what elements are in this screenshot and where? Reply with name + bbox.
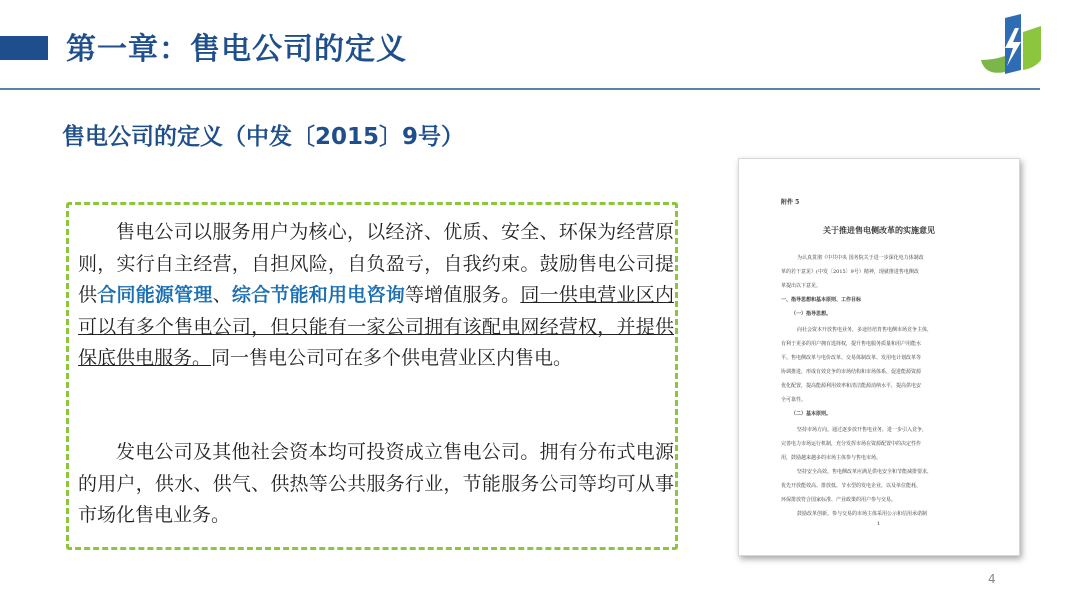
doc-line: 革的若干意见》(中发〔2015〕9号）精神，现就推进售电侧改 bbox=[781, 269, 919, 275]
p1-text-a: 售电公司以服务用户为核心，以经济、优质、安全、环保为经营原则，实行自主经营，自担风险，自负盈亏，自我约束。鼓励售电公司提供 bbox=[78, 221, 674, 306]
doc-page-number: 1 bbox=[877, 521, 881, 527]
doc-line: （一）指导思想。 bbox=[791, 311, 832, 317]
doc-line: 全可靠性。 bbox=[781, 397, 807, 403]
doc-line: 协调推进，形成有效竞争的市场结构和市场体系，促进能源资源 bbox=[781, 369, 922, 375]
p1-separator: 、 bbox=[212, 284, 232, 306]
doc-line: 向社会资本开放售电业务，多途径培育售电侧市场竞争主体， bbox=[797, 327, 933, 333]
doc-line: 有利于更多的用户拥有选择权，提升售电服务质量和用户用能水 bbox=[781, 341, 922, 347]
doc-line: 一、指导思想和基本原则、工作目标 bbox=[781, 297, 862, 303]
definition-paragraph-1 bbox=[78, 217, 674, 375]
doc-line: 坚持安全高效。售电侧改革应满足供电安全和节能减排要求， bbox=[797, 469, 933, 475]
page-title: 第一章：售电公司的定义 bbox=[66, 32, 407, 67]
doc-line: 平。售电侧改革与电价改革、交易体制改革、发用电计划改革等 bbox=[781, 355, 922, 361]
doc-line: 环保排放符合国家标准、产业政策的用户参与交易。 bbox=[781, 497, 897, 503]
doc-line: 优化配置，提高能源利用效率和清洁能源消纳水平，提高供电安 bbox=[781, 383, 922, 389]
company-logo-icon bbox=[975, 10, 1047, 82]
p1-underlined-text: 同一供电营业区内可以有多个售电公司，但只能有一家公司拥有该配电网经营权，并提供保底供电服务。 bbox=[78, 284, 674, 369]
doc-annex-label: 附件 5 bbox=[781, 199, 800, 206]
definition-paragraph-2: 发电公司及其他社会资本均可投资成立售电公司。拥有分布式电源的用户，供水、供气、供热等公共服务行业，节能服务公司等均可从事市场化售电业务。 bbox=[78, 441, 674, 526]
doc-line: 为认真贯彻《中共中央 国务院关于进一步深化电力体制改 bbox=[797, 255, 924, 261]
title-divider bbox=[0, 88, 1040, 90]
doc-line: 完善电力市场运行机制，充分发挥市场在资源配置中的决定性作 bbox=[781, 441, 922, 447]
doc-title: 关于推进售电侧改革的实施意见 bbox=[823, 225, 935, 235]
doc-line: （二）基本原则。 bbox=[791, 411, 832, 417]
highlight-energy-contract: 合同能源管理 bbox=[97, 284, 213, 306]
doc-line: 优先开放能效高、排放低、节水型的发电企业，以及单位能耗、 bbox=[781, 483, 922, 489]
p1-text-c: 同一售电公司可在多个供电营业区内售电。 bbox=[211, 347, 573, 369]
title-accent-bar bbox=[0, 36, 48, 60]
doc-line: 坚持市场方向。通过逐步放开售电业务，进一步引入竞争， bbox=[797, 427, 928, 433]
doc-line: 革提出以下意见。 bbox=[781, 283, 822, 289]
section-subtitle: 售电公司的定义（中发〔2015〕9号） bbox=[62, 124, 465, 150]
doc-line: 鼓励改革创新。参与交易的市场主体采用公示和信用承诺制 bbox=[797, 511, 928, 517]
highlight-energy-consulting: 综合节能和用电咨询 bbox=[231, 284, 405, 306]
p1-text-b: 等增值服务。 bbox=[404, 284, 521, 306]
doc-line: 用，鼓励越来越多的市场主体参与售电市场。 bbox=[781, 455, 882, 461]
slide-page-number: 4 bbox=[988, 572, 996, 586]
policy-document-image bbox=[738, 158, 1020, 556]
